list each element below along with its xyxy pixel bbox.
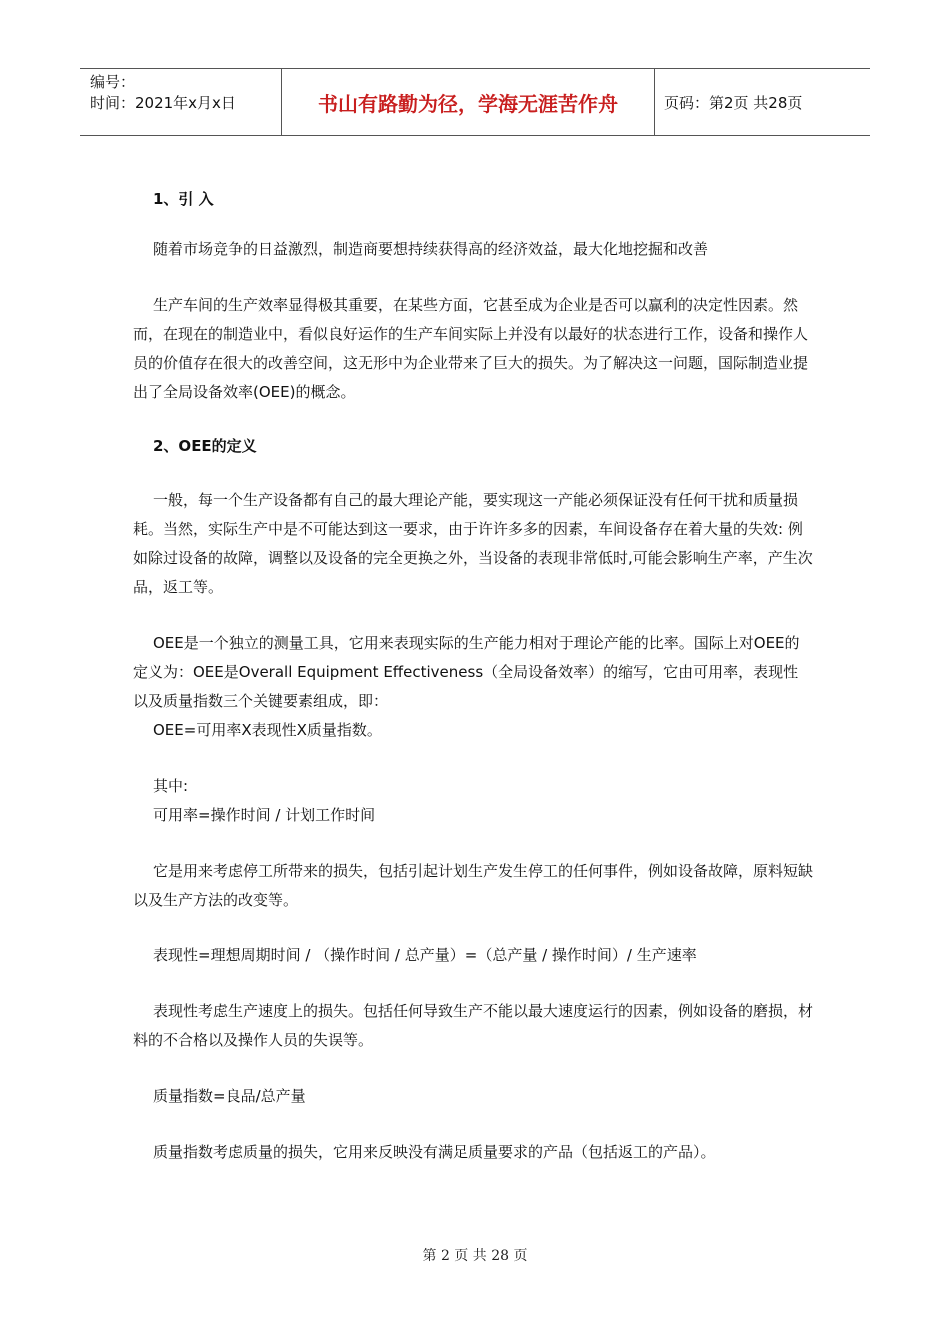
among-label: 其中:	[153, 777, 189, 795]
page-header	[80, 68, 870, 136]
header-meta	[90, 72, 236, 114]
availability-formula: 可用率=操作时间 / 计划工作时间	[153, 806, 376, 824]
header-divider-right	[654, 69, 655, 135]
oee-formula: OEE=可用率X表现性X质量指数。	[153, 721, 382, 739]
header-motto: 书山有路勤为径，学海无涯苦作舟	[318, 91, 618, 116]
intro-paragraph-1: 随着市场竞争的日益激烈，制造商要想持续获得高的经济效益，最大化地挖掘和改善	[153, 240, 709, 258]
performance-formula: 表现性=理想周期时间 / （操作时间 / 总产量）=（总产量 / 操作时间）/ 生产速率	[153, 946, 697, 964]
performance-description: 表现性考虑生产速度上的损失。包括任何导致生产不能以最大速度运行的因素，例如设备的磨损，材料的不合格以及操作人员的失误等。	[133, 1002, 814, 1049]
header-divider-left	[281, 69, 282, 135]
document-date: 时间：2021年x月x日	[90, 94, 236, 112]
quality-formula: 质量指数=良品/总产量	[153, 1087, 306, 1105]
quality-description: 质量指数考虑质量的损失，它用来反映没有满足质量要求的产品（包括返工的产品）。	[153, 1143, 716, 1161]
availability-description: 它是用来考虑停工所带来的损失，包括引起计划生产发生停工的任何事件，例如设备故障，原料短缺以及生产方法的改变等。	[133, 862, 814, 909]
section-heading-oee-definition: 2、OEE的定义	[153, 437, 257, 455]
section-heading-intro: 1、引 入	[153, 190, 214, 208]
definition-paragraph-1: 一般，每一个生产设备都有自己的最大理论产能，要实现这一产能必须保证没有任何干扰和质量损耗。当然，实际生产中是不可能达到这一要求，由于许许多多的因素，车间设备存在着大量的失效: 例如除过设备的故障，调整以及设备的完全更换之外，当设备的表现非常低时,可能会影响生产率，产生次品，返工等。	[133, 491, 813, 596]
definition-paragraph-2: OEE是一个独立的测量工具，它用来表现实际的生产能力相对于理论产能的比率。国际上对OEE的定义为：OEE是Overall Equipment Effectiveness（全局设备效率）的缩写，它由可用率，表现性以及质量指数三个关键要素组成，即：	[133, 634, 800, 710]
intro-paragraph-2: 生产车间的生产效率显得极其重要，在某些方面，它甚至成为企业是否可以赢利的决定性因素。然而，在现在的制造业中，看似良好运作的生产车间实际上并没有以最好的状态进行工作，设备和操作人员的价值存在很大的改善空间，这无形中为企业带来了巨大的损失。为了解决这一问题，国际制造业提出了全局设备效率(OEE)的概念。	[133, 296, 809, 401]
document-body	[133, 185, 813, 1167]
page-footer: 第 2 页 共 28 页	[422, 1248, 528, 1264]
document-number-label: 编号：	[90, 73, 136, 91]
header-page-info: 页码：第2页 共28页	[664, 93, 803, 112]
